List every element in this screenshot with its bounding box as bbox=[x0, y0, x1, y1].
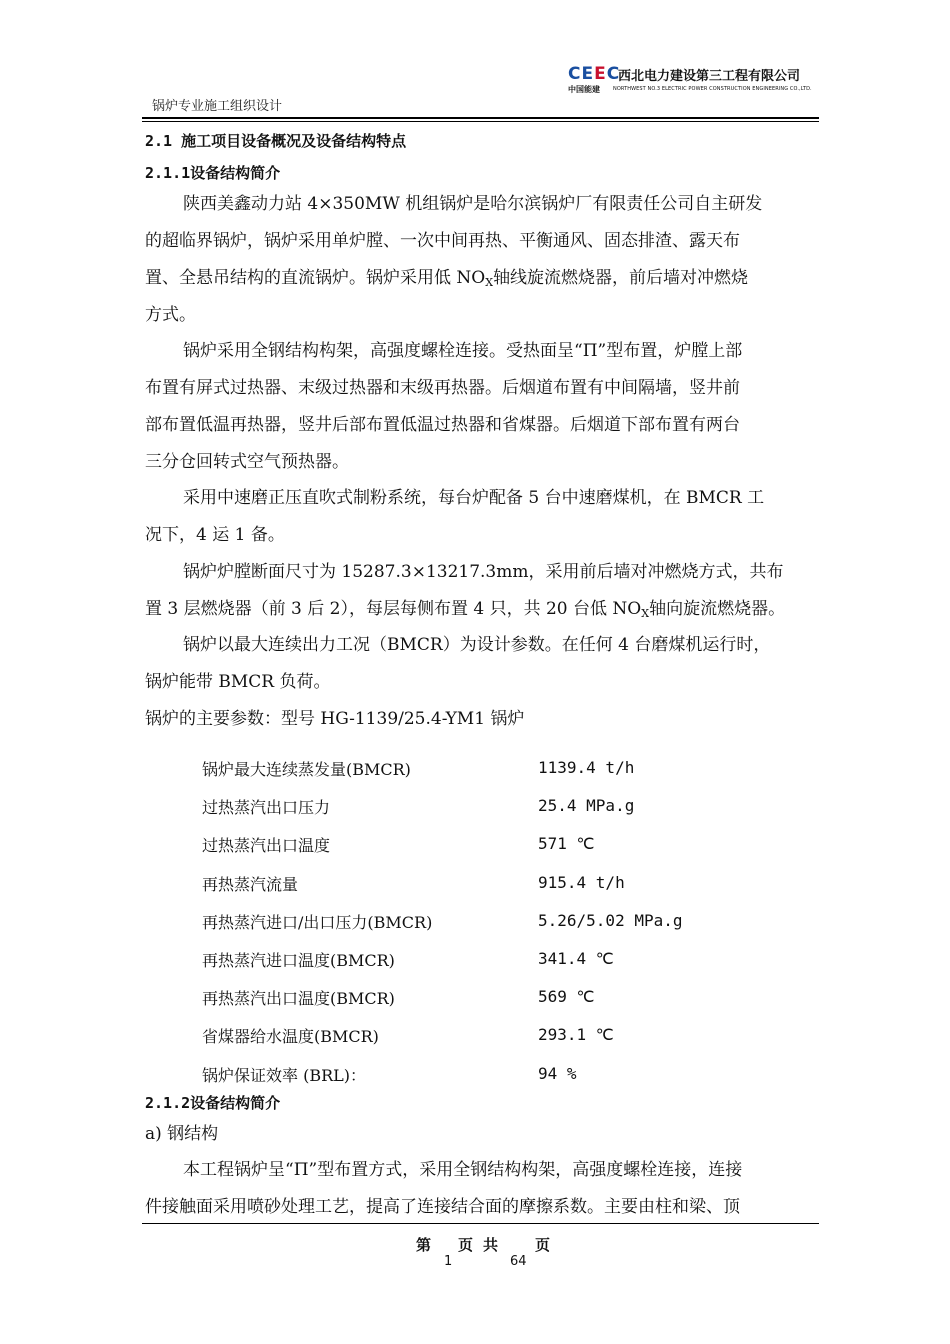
param-label: 再热蒸汽出口温度(BMCR) bbox=[202, 989, 395, 1008]
paragraph-line: 况下，4 运 1 备。 bbox=[145, 525, 285, 545]
subsection-number: 2.1.2 bbox=[145, 1094, 191, 1112]
paragraph-line: 锅炉采用全钢结构构架，高强度螺栓连接。受热面呈“Π”型布置，炉膛上部 bbox=[183, 341, 743, 361]
param-label: 再热蒸汽流量 bbox=[202, 875, 299, 894]
section-number: 2.1 bbox=[145, 132, 173, 150]
footer-di: 第 bbox=[416, 1236, 432, 1254]
footer-total-pages: 64 bbox=[510, 1254, 527, 1269]
paragraph-line: 锅炉能带 BMCR 负荷。 bbox=[145, 672, 331, 692]
paragraph-line: 陕西美鑫动力站 4×350MW 机组锅炉是哈尔滨锅炉厂有限责任公司自主研发 bbox=[183, 194, 763, 214]
param-label: 锅炉保证效率 (BRL)： bbox=[202, 1066, 367, 1085]
footer-page-number: 1 bbox=[444, 1254, 453, 1269]
param-value: 1139.4 t/h bbox=[538, 758, 635, 777]
param-label: 过热蒸汽出口压力 bbox=[202, 798, 331, 817]
footer-ye2: 页 bbox=[535, 1236, 551, 1254]
param-label: 过热蒸汽出口温度 bbox=[202, 836, 331, 855]
text-run: 置、全悬吊结构的直流锅炉。锅炉采用低 NO bbox=[145, 268, 486, 288]
text-run: 轴向旋流燃烧器。 bbox=[649, 599, 786, 619]
company-name-cn: 西北电力建设第三工程有限公司 bbox=[618, 69, 801, 84]
company-name-en: NORTHWEST NO.3 ELECTRIC POWER CONSTRUCTION ENGINEERING CO.,LTD. bbox=[613, 86, 812, 92]
paragraph-line: 采用中速磨正压直吹式制粉系统，每台炉配备 5 台中速磨煤机，在 BMCR 工 bbox=[183, 488, 765, 508]
footer-rule bbox=[142, 1223, 819, 1224]
item-a-title: a) 钢结构 bbox=[145, 1124, 219, 1144]
subscript-x: X bbox=[641, 607, 650, 620]
ceec-logo-mark: CEEC bbox=[568, 64, 621, 84]
footer-ye: 页 bbox=[458, 1236, 474, 1254]
subsection-heading-1 bbox=[145, 163, 280, 183]
param-value: 571 ℃ bbox=[538, 834, 595, 853]
section-title: 施工项目设备概况及设备结构特点 bbox=[181, 132, 407, 150]
text-run: 轴线旋流燃烧器，前后墙对冲燃烧 bbox=[493, 268, 749, 288]
company-logo bbox=[568, 64, 818, 98]
params-intro: 锅炉的主要参数：型号 HG-1139/25.4-YM1 锅炉 bbox=[145, 709, 525, 729]
logo-subtitle-cn: 中国能建 bbox=[568, 85, 600, 94]
subsection-heading-2 bbox=[145, 1093, 280, 1113]
section-heading bbox=[145, 131, 406, 151]
paragraph-line: 锅炉以最大连续出力工况（BMCR）为设计参数。在任何 4 台磨煤机运行时， bbox=[183, 635, 771, 655]
subscript-x: X bbox=[485, 276, 494, 289]
param-label: 再热蒸汽进口温度(BMCR) bbox=[202, 951, 395, 970]
subsection-number: 2.1.1 bbox=[145, 164, 191, 182]
param-label: 再热蒸汽进口/出口压力(BMCR) bbox=[202, 913, 433, 932]
param-value: 94 % bbox=[538, 1064, 577, 1083]
paragraph-line: 锅炉炉膛断面尺寸为 15287.3×13217.3mm，采用前后墙对冲燃烧方式，共布 bbox=[183, 562, 784, 582]
header-rule-thick bbox=[142, 117, 819, 119]
subsection-title: 设备结构简介 bbox=[190, 1094, 281, 1112]
footer-gong: 共 bbox=[483, 1236, 499, 1254]
paragraph-line: 布置有屏式过热器、末级过热器和末级再热器。后烟道布置有中间隔墙，竖井前 bbox=[145, 378, 740, 398]
paragraph-line: 的超临界锅炉，锅炉采用单炉膛、一次中间再热、平衡通风、固态排渣、露天布 bbox=[145, 231, 740, 251]
param-label: 省煤器给水温度(BMCR) bbox=[202, 1027, 379, 1046]
paragraph-line: 本工程锅炉呈“Π”型布置方式，采用全钢结构构架，高强度螺栓连接，连接 bbox=[183, 1160, 743, 1180]
paragraph-line: 件接触面采用喷砂处理工艺，提高了连接结合面的摩擦系数。主要由柱和梁、顶 bbox=[145, 1197, 740, 1217]
paragraph-line bbox=[145, 599, 785, 619]
param-value: 341.4 ℃ bbox=[538, 949, 614, 968]
param-value: 5.26/5.02 MPa.g bbox=[538, 911, 683, 930]
param-value: 293.1 ℃ bbox=[538, 1025, 614, 1044]
paragraph-line: 部布置低温再热器，竖井后部布置低温过热器和省煤器。后烟道下部布置有两台 bbox=[145, 415, 740, 435]
header-doc-title: 锅炉专业施工组织设计 bbox=[152, 99, 283, 114]
paragraph-line: 方式。 bbox=[145, 305, 196, 325]
paragraph-line: 三分仓回转式空气预热器。 bbox=[145, 452, 349, 472]
paragraph-line bbox=[145, 268, 748, 288]
header-rule-thin bbox=[142, 121, 819, 122]
text-run: 置 3 层燃烧器（前 3 后 2），每层每侧布置 4 只，共 20 台低 NO bbox=[145, 599, 642, 619]
param-value: 25.4 MPa.g bbox=[538, 796, 635, 815]
subsection-title: 设备结构简介 bbox=[190, 164, 281, 182]
param-value: 915.4 t/h bbox=[538, 873, 625, 892]
param-value: 569 ℃ bbox=[538, 987, 595, 1006]
param-label: 锅炉最大连续蒸发量(BMCR) bbox=[202, 760, 411, 779]
